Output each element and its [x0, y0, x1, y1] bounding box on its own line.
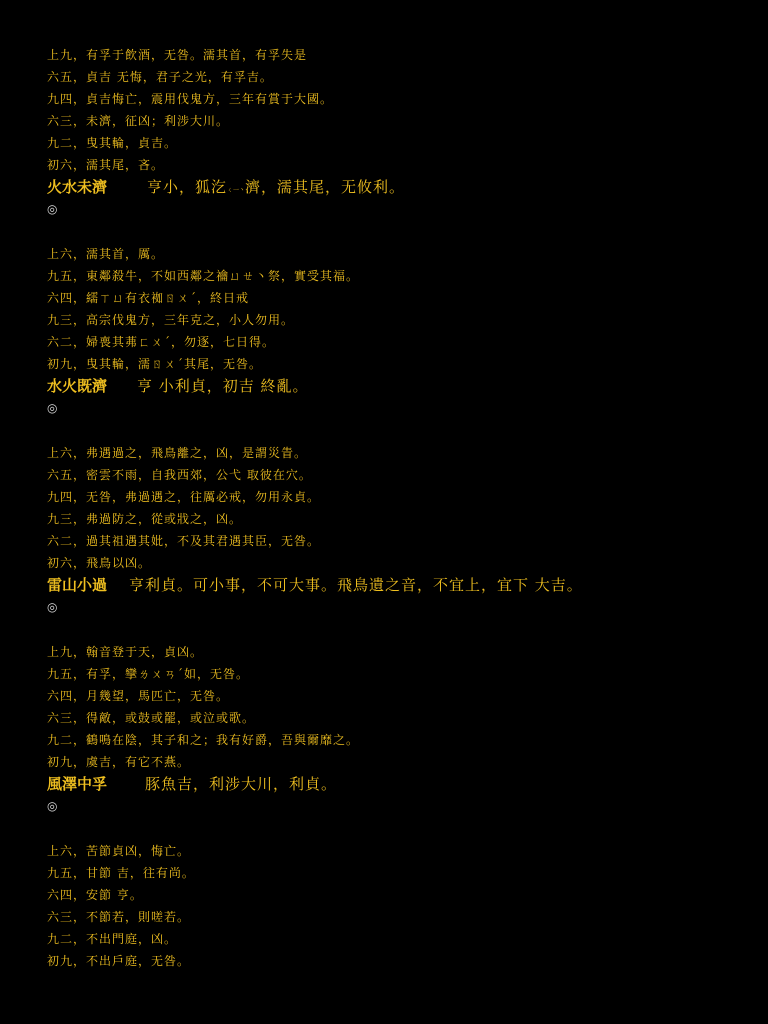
- text-line: 初九，虞吉，有它不燕。: [47, 755, 191, 769]
- section-jie: [47, 840, 747, 972]
- hexagram-judgment: [147, 178, 405, 196]
- section-mark: ◎: [47, 202, 58, 216]
- hexagram-judgment: 亨 小利貞，初吉 終亂。: [137, 377, 309, 395]
- text-line: 初九，不出戶庭，无咎。: [47, 954, 191, 968]
- text-line: 六三，得敵，或鼓或罷，或泣或歌。: [47, 711, 256, 725]
- text-line: 九三，高宗伐鬼方，三年克之，小人勿用。: [47, 313, 295, 327]
- section-xiaoguo: [47, 442, 747, 618]
- phonetic-annotation: ㄑ一丶: [227, 187, 246, 194]
- section-zhongfu: [47, 641, 747, 817]
- text-line: 上六，苦節貞凶，悔亡。: [47, 844, 191, 858]
- hexagram-name: 風澤中孚: [47, 775, 108, 793]
- text-line: 上九，翰音登于天，貞凶。: [47, 645, 204, 659]
- judgment-text: 濟，濡其尾，无攸利。: [245, 178, 406, 196]
- text-line: 九五，甘節 吉，往有尚。: [47, 866, 195, 880]
- text-line: 上六，濡其首，厲。: [47, 247, 165, 261]
- text-line: 九二，不出門庭，凶。: [47, 932, 178, 946]
- section-mark: ◎: [47, 600, 58, 614]
- text-line: 六五，密雲不雨，自我西郊，公弋 取彼在穴。: [47, 468, 312, 482]
- section-gap: [47, 618, 747, 641]
- text-line: 六四，繻ㄒㄩ有衣袽ㄖㄨˊ，終日戒: [47, 291, 250, 305]
- text-line: 九二，鶴鳴在陰，其子和之；我有好爵，吾與爾靡之。: [47, 733, 360, 747]
- hexagram-name: 水火既濟: [47, 377, 108, 395]
- text-line: 初六，濡其尾，吝。: [47, 158, 165, 172]
- text-line: 上九，有孚于飲酒，无咎。濡其首，有孚失是: [47, 48, 308, 62]
- text-line: 六四，安節 亨。: [47, 888, 143, 902]
- section-gap: [47, 419, 747, 442]
- text-line: 九五，東鄰殺牛，不如西鄰之禴ㄩㄝ丶祭，實受其福。: [47, 269, 360, 283]
- hexagram-heading: [47, 176, 747, 198]
- text-line: 六三，未濟，征凶；利涉大川。: [47, 114, 230, 128]
- text-line: 六四，月幾望，馬匹亡，无咎。: [47, 689, 230, 703]
- text-line: 九二，曳其輪，貞吉。: [47, 136, 178, 150]
- text-line: 初九，曳其輪，濡ㄖㄨˊ其尾，无咎。: [47, 357, 263, 371]
- text-line: 九四，无咎，弗過遇之，往厲必戒，勿用永貞。: [47, 490, 321, 504]
- hexagram-heading: [47, 375, 747, 397]
- hexagram-heading: [47, 574, 747, 596]
- text-line: 初六，飛鳥以凶。: [47, 556, 152, 570]
- section-mark: ◎: [47, 799, 58, 813]
- page: [47, 44, 747, 972]
- section-gap: [47, 220, 747, 243]
- text-line: 六二，過其祖遇其妣，不及其君遇其臣，无咎。: [47, 534, 321, 548]
- text-line: 六二，婦喪其茀ㄈㄨˊ，勿逐，七日得。: [47, 335, 276, 349]
- hexagram-judgment: 豚魚吉，利涉大川，利貞。: [145, 775, 338, 793]
- section-mark: ◎: [47, 401, 58, 415]
- hexagram-name: 雷山小過: [47, 576, 108, 594]
- hexagram-heading: [47, 773, 747, 795]
- hexagram-judgment: 亨利貞。可小事，不可大事。飛鳥遺之音，不宜上，宜下 大吉。: [129, 576, 583, 594]
- hexagram-name: 火水未濟: [47, 178, 108, 196]
- section-weiji: [47, 44, 747, 220]
- section-jiji: [47, 243, 747, 419]
- text-line: 六五，貞吉 无悔，君子之光，有孚吉。: [47, 70, 273, 84]
- text-line: 九四，貞吉悔亡，震用伐鬼方，三年有賞于大國。: [47, 92, 334, 106]
- section-gap: [47, 817, 747, 840]
- judgment-text: 亨小，狐汔: [147, 178, 228, 196]
- text-line: 上六，弗遇過之，飛鳥離之，凶，是謂災眚。: [47, 446, 308, 460]
- text-line: 九五，有孚，攣ㄌㄨㄢˊ如，无咎。: [47, 667, 250, 681]
- text-line: 六三，不節若，則嗟若。: [47, 910, 191, 924]
- text-line: 九三，弗過防之，從或戕之，凶。: [47, 512, 243, 526]
